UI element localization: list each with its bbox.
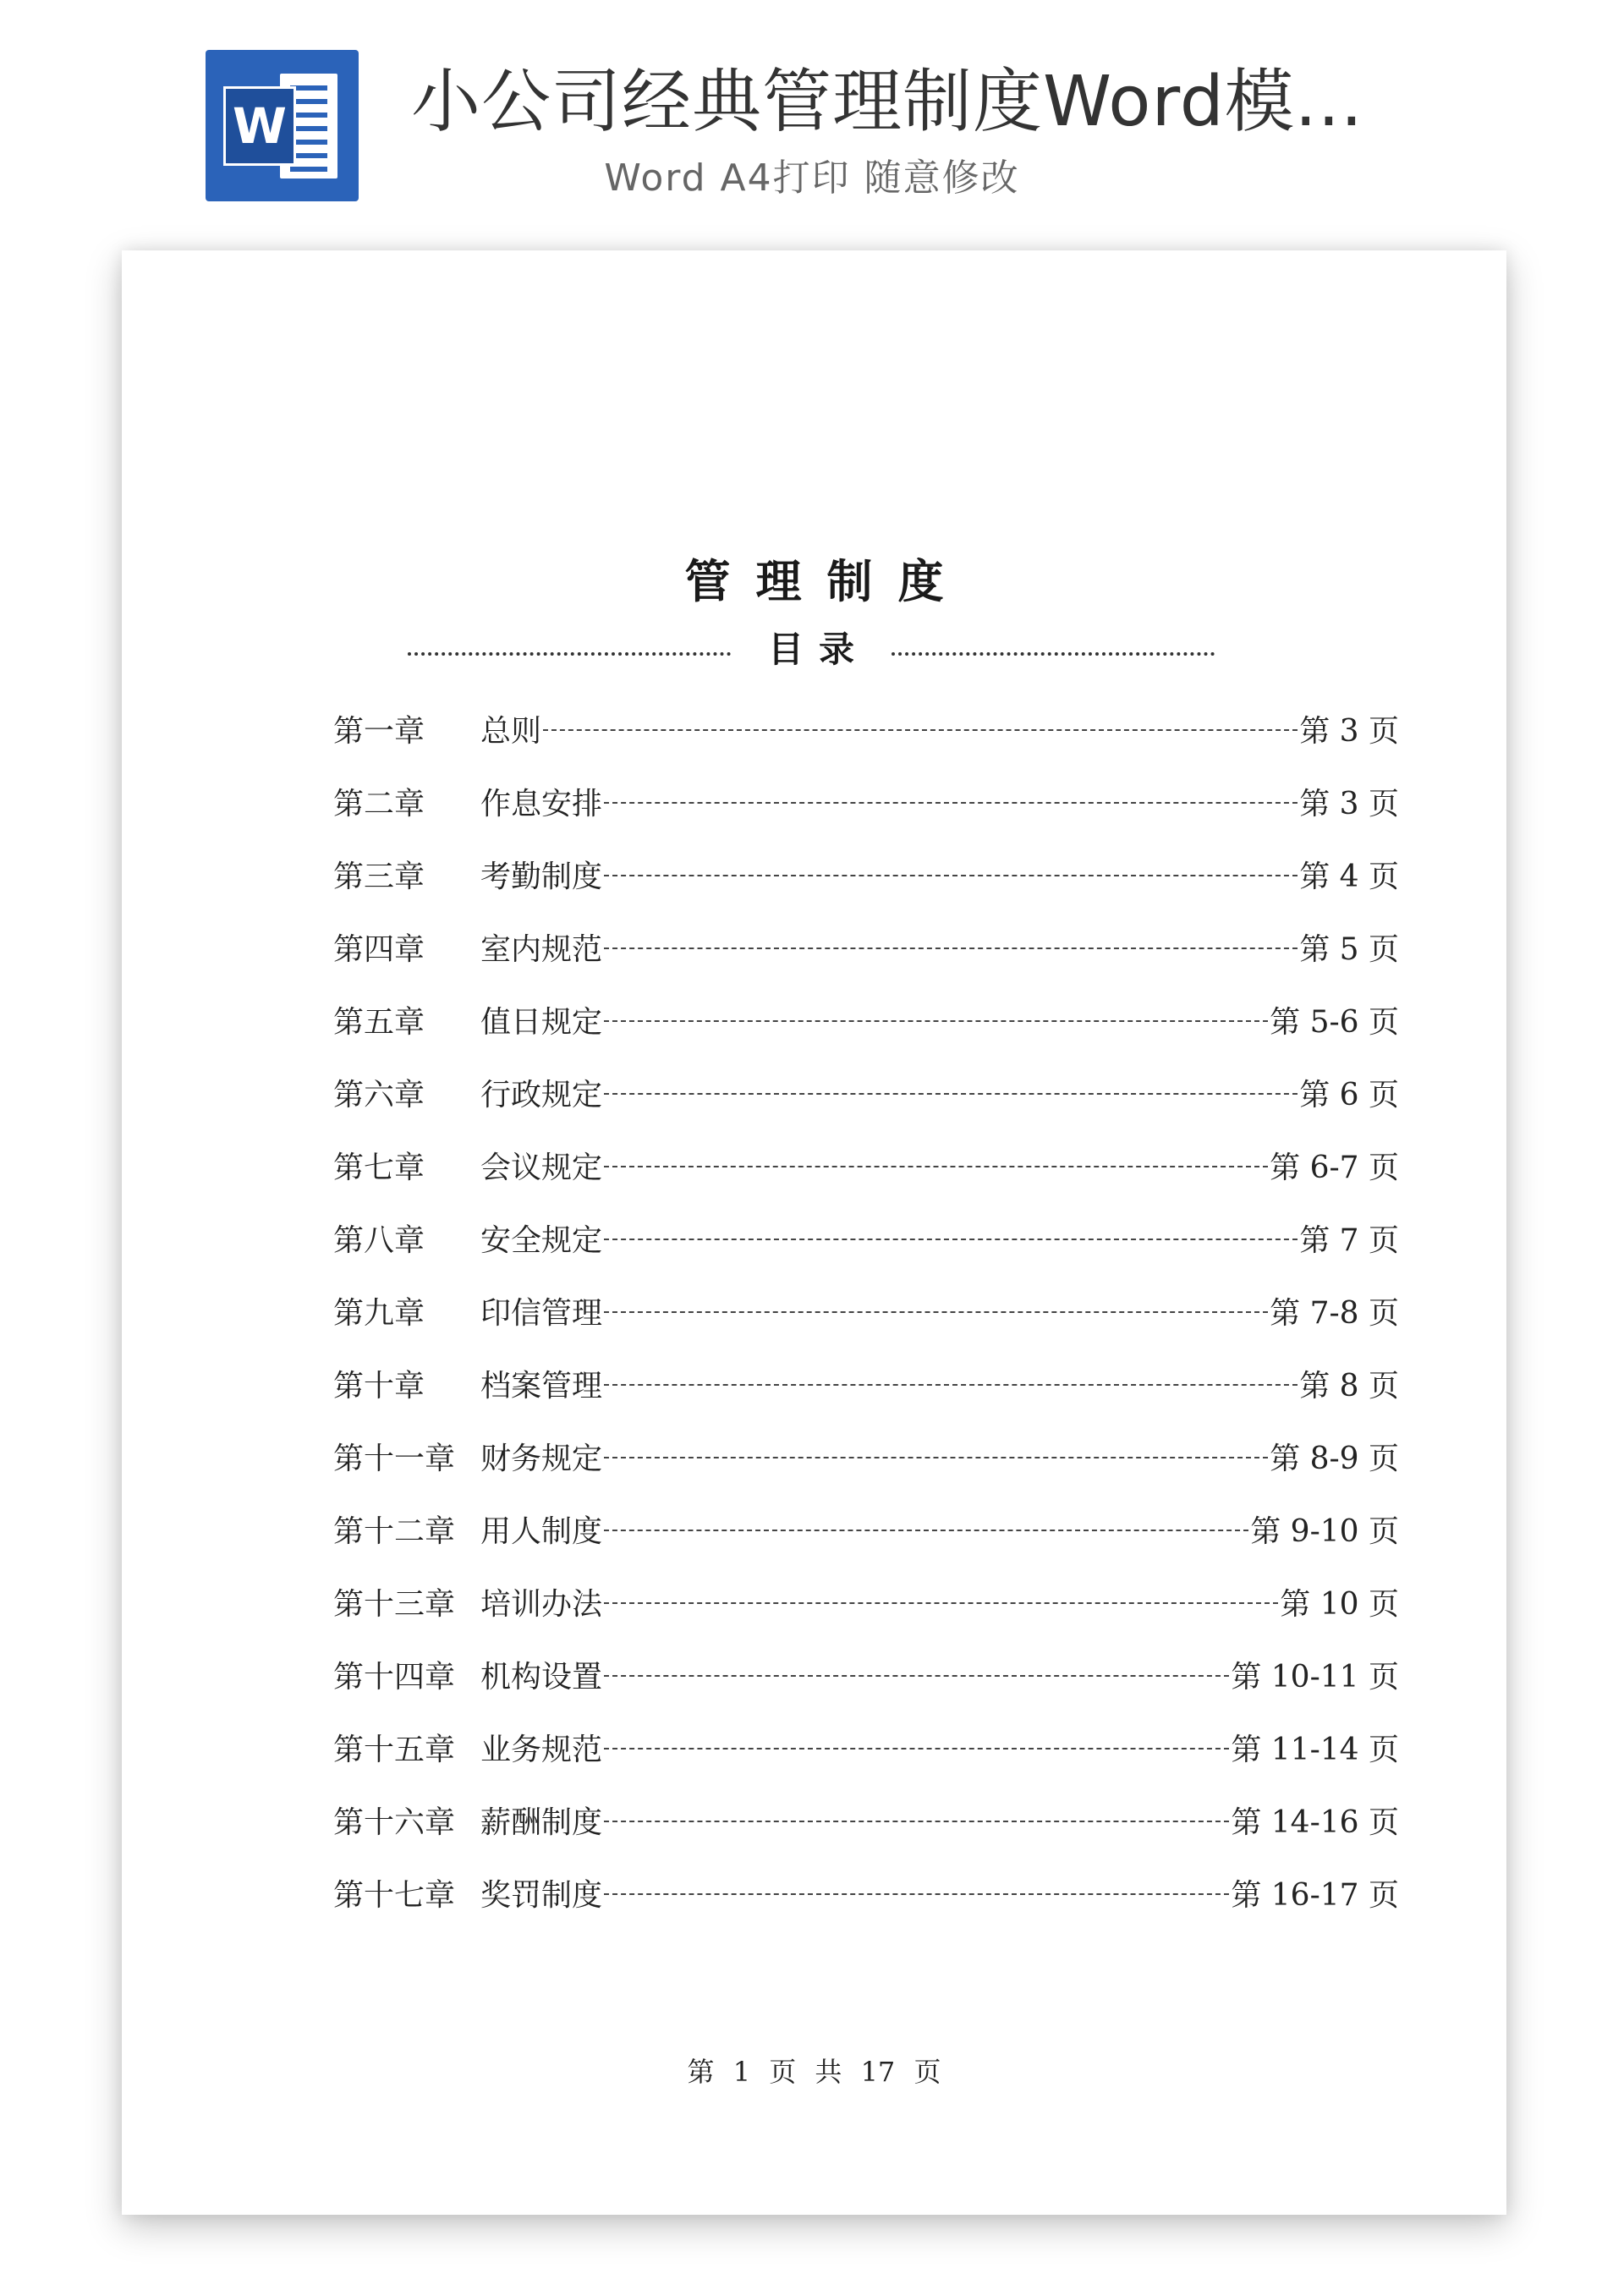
toc-page: 第 7-8 页 bbox=[1270, 1295, 1399, 1331]
toc-row[interactable] bbox=[333, 983, 1399, 1056]
toc-title: 奖罚制度 bbox=[480, 1877, 603, 1913]
toc-page: 第 8 页 bbox=[1299, 1368, 1399, 1403]
dotted-divider-right bbox=[892, 652, 1215, 656]
document-title: 小公司经典管理制度Word模... bbox=[411, 62, 1363, 142]
toc-page: 第 14-16 页 bbox=[1231, 1804, 1399, 1840]
toc-row[interactable] bbox=[333, 1711, 1399, 1783]
toc-page: 第 4 页 bbox=[1299, 859, 1399, 894]
toc-page: 第 6-7 页 bbox=[1270, 1150, 1399, 1185]
toc-leader bbox=[604, 948, 1298, 949]
toc-title: 安全规定 bbox=[480, 1222, 603, 1258]
toc-page: 第 5 页 bbox=[1299, 931, 1399, 967]
toc-title: 会议规定 bbox=[480, 1150, 603, 1185]
toc-page: 第 7 页 bbox=[1299, 1222, 1399, 1258]
toc-leader bbox=[604, 1893, 1229, 1895]
toc-title: 机构设置 bbox=[480, 1659, 603, 1695]
toc-leader bbox=[604, 1311, 1268, 1313]
toc-leader bbox=[604, 1602, 1278, 1604]
toc-row[interactable] bbox=[333, 1347, 1399, 1420]
toc-title: 印信管理 bbox=[480, 1295, 603, 1331]
document-subtitle: Word A4打印 随意修改 bbox=[604, 157, 1020, 200]
toc-page: 第 3 页 bbox=[1299, 786, 1399, 821]
toc-leader bbox=[604, 1093, 1298, 1095]
toc-leader bbox=[604, 1530, 1248, 1531]
toc-leader bbox=[604, 875, 1298, 876]
toc-row[interactable] bbox=[333, 910, 1399, 983]
toc-row[interactable] bbox=[333, 1056, 1399, 1129]
toc-chapter: 第三章 bbox=[333, 859, 425, 894]
page-footer: 第 1 页 共 17 页 bbox=[687, 2056, 941, 2088]
word-logo-letter: W bbox=[226, 89, 294, 163]
toc-row[interactable] bbox=[333, 1274, 1399, 1347]
toc-chapter: 第十章 bbox=[333, 1368, 425, 1403]
toc-chapter: 第一章 bbox=[333, 713, 425, 749]
toc-title: 财务规定 bbox=[480, 1441, 603, 1476]
toc-page: 第 9-10 页 bbox=[1250, 1513, 1399, 1549]
toc-leader bbox=[604, 1748, 1229, 1749]
toc-page: 第 16-17 页 bbox=[1231, 1877, 1399, 1913]
toc-leader bbox=[604, 1020, 1268, 1022]
toc-page: 第 10 页 bbox=[1280, 1586, 1399, 1622]
toc-chapter: 第十七章 bbox=[333, 1877, 456, 1913]
document-page bbox=[122, 250, 1506, 2215]
toc-chapter: 第十二章 bbox=[333, 1513, 456, 1549]
toc-title: 作息安排 bbox=[480, 786, 603, 821]
toc-page: 第 8-9 页 bbox=[1270, 1441, 1399, 1476]
toc-chapter: 第十六章 bbox=[333, 1804, 456, 1840]
toc-chapter: 第二章 bbox=[333, 786, 425, 821]
toc-chapter: 第九章 bbox=[333, 1295, 425, 1331]
toc-chapter: 第十五章 bbox=[333, 1732, 456, 1767]
toc-chapter: 第八章 bbox=[333, 1222, 425, 1258]
toc-title: 值日规定 bbox=[480, 1004, 603, 1040]
toc-heading bbox=[408, 624, 1215, 675]
toc-title: 室内规范 bbox=[480, 931, 603, 967]
toc-leader bbox=[604, 802, 1298, 804]
toc-title: 行政规定 bbox=[480, 1077, 603, 1112]
toc-row[interactable] bbox=[333, 1492, 1399, 1565]
toc-leader bbox=[604, 1166, 1268, 1167]
toc-chapter: 第十四章 bbox=[333, 1659, 456, 1695]
toc-leader bbox=[604, 1675, 1229, 1677]
toc-row[interactable] bbox=[333, 692, 1399, 765]
toc-chapter: 第四章 bbox=[333, 931, 425, 967]
toc-chapter: 第五章 bbox=[333, 1004, 425, 1040]
toc-title: 考勤制度 bbox=[480, 859, 603, 894]
page-heading: 管理制度 bbox=[684, 555, 969, 608]
toc-title: 用人制度 bbox=[480, 1513, 603, 1549]
toc-title: 薪酬制度 bbox=[480, 1804, 603, 1840]
toc-page: 第 6 页 bbox=[1299, 1077, 1399, 1112]
dotted-divider-left bbox=[408, 652, 731, 656]
toc-row[interactable] bbox=[333, 1565, 1399, 1638]
toc-leader bbox=[604, 1384, 1298, 1386]
toc-row[interactable] bbox=[333, 1201, 1399, 1274]
toc-leader bbox=[604, 1821, 1229, 1822]
toc-row[interactable] bbox=[333, 1638, 1399, 1711]
toc-chapter: 第十一章 bbox=[333, 1441, 456, 1476]
toc-label: 目录 bbox=[768, 629, 870, 670]
toc-leader bbox=[604, 1457, 1268, 1458]
toc-page: 第 5-6 页 bbox=[1270, 1004, 1399, 1040]
toc-row[interactable] bbox=[333, 1783, 1399, 1856]
toc-leader bbox=[543, 729, 1298, 731]
toc-title: 档案管理 bbox=[480, 1368, 603, 1403]
toc-page: 第 11-14 页 bbox=[1231, 1732, 1399, 1767]
toc-row[interactable] bbox=[333, 765, 1399, 838]
toc-chapter: 第十三章 bbox=[333, 1586, 456, 1622]
toc-chapter: 第七章 bbox=[333, 1150, 425, 1185]
toc-title: 业务规范 bbox=[480, 1732, 603, 1767]
toc-row[interactable] bbox=[333, 1420, 1399, 1492]
toc-title: 总则 bbox=[480, 713, 542, 749]
toc-row[interactable] bbox=[333, 1856, 1399, 1929]
toc-row[interactable] bbox=[333, 1129, 1399, 1201]
toc-page: 第 10-11 页 bbox=[1231, 1659, 1399, 1695]
toc-title: 培训办法 bbox=[480, 1586, 603, 1622]
toc-list bbox=[333, 692, 1399, 1929]
toc-page: 第 3 页 bbox=[1299, 713, 1399, 749]
toc-leader bbox=[604, 1239, 1298, 1240]
toc-chapter: 第六章 bbox=[333, 1077, 425, 1112]
toc-row[interactable] bbox=[333, 838, 1399, 910]
